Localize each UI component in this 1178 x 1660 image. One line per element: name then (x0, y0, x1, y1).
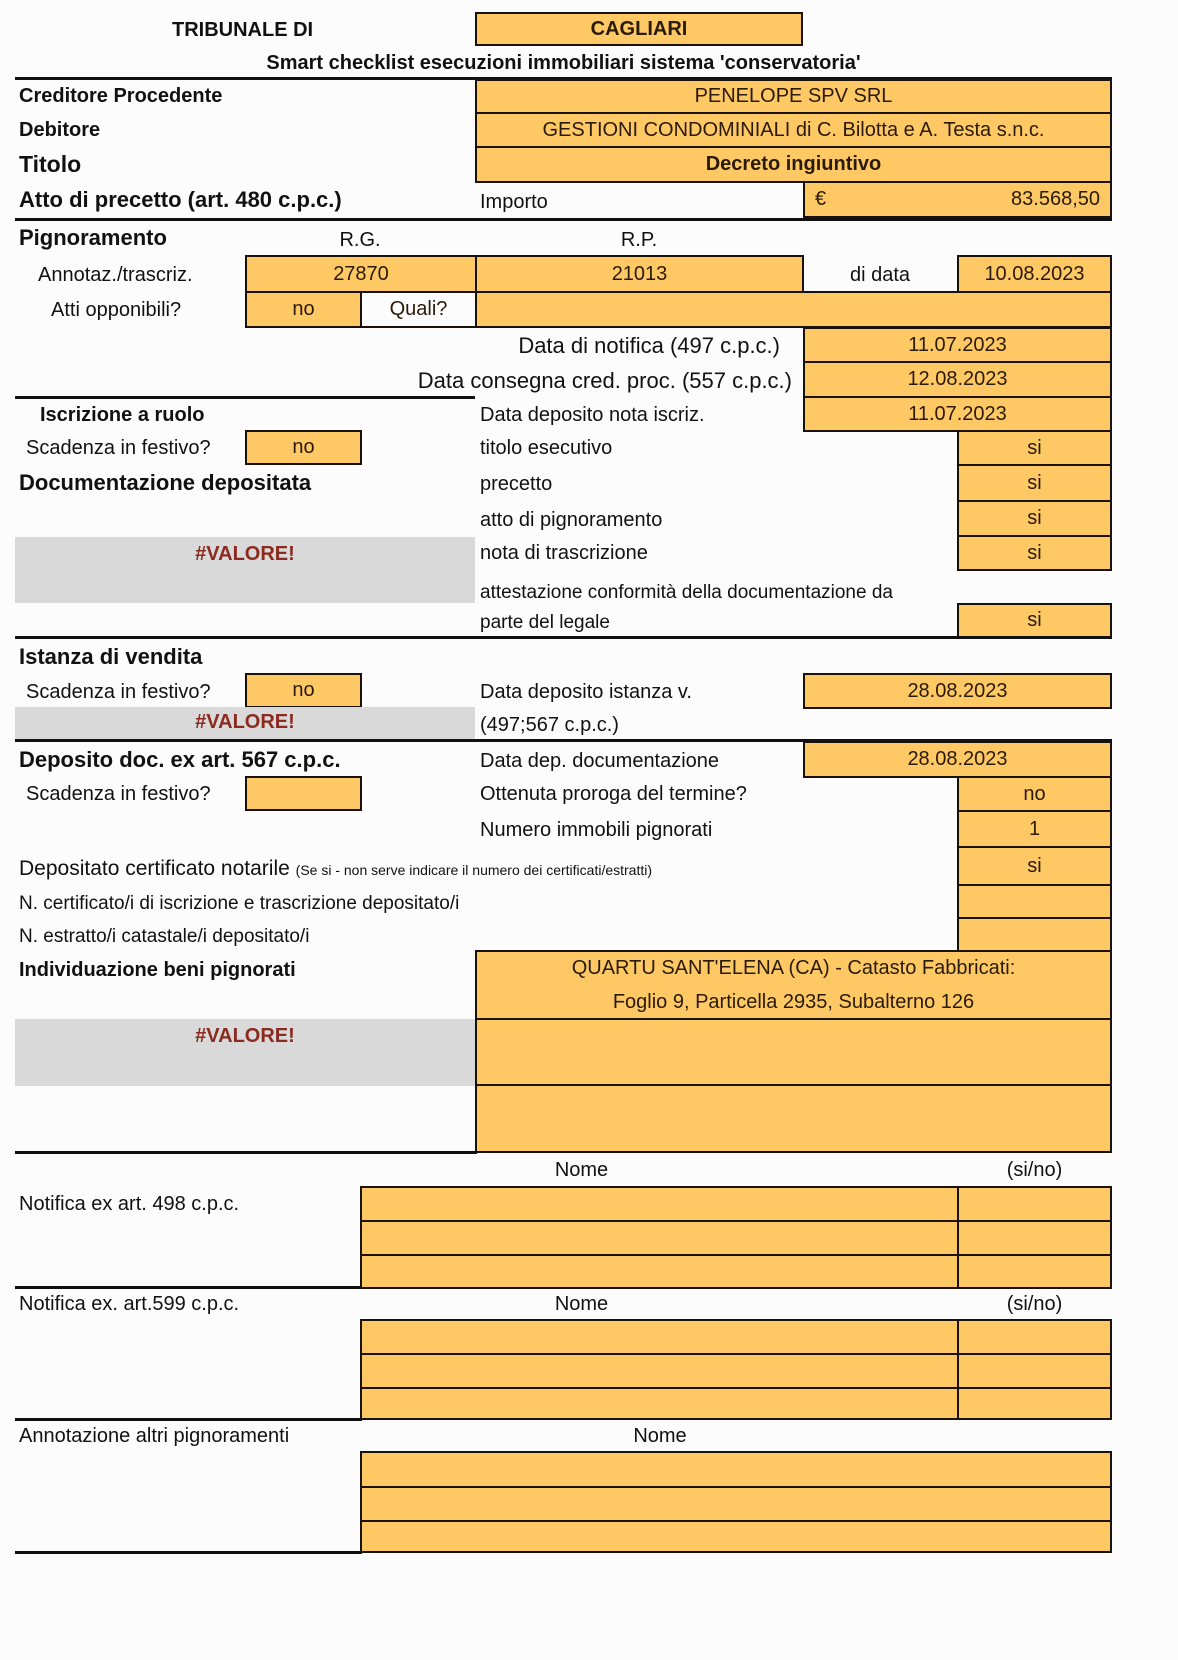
certificato-note: (Se si - non serve indicare il numero dei certificati/estratti) (295, 862, 653, 878)
doc-input-pignoramento[interactable]: si (957, 500, 1112, 537)
notifica498-sino-input[interactable] (957, 1186, 1112, 1222)
notifica-input[interactable]: 11.07.2023 (803, 327, 1112, 363)
istanza-title: Istanza di vendita (19, 644, 203, 669)
attestazione-input[interactable]: si (957, 603, 1112, 638)
n-estratti-label: N. estratto/i catastale/i depositato/i (19, 926, 310, 947)
error-cell (15, 1019, 475, 1086)
divider (15, 218, 1112, 221)
immobili-label: Numero immobili pignorati (480, 819, 713, 841)
creditore-label: Creditore Procedente (19, 85, 223, 107)
beni-line-1: QUARTU SANT'ELENA (CA) - Catasto Fabbricati: (571, 957, 1016, 979)
notifica599-sino-input[interactable] (957, 1353, 1112, 1389)
notifica498-nome-header: Nome (554, 1159, 609, 1181)
page-subtitle: Smart checklist esecuzioni immobiliari sistema 'conservatoria' (266, 52, 861, 74)
notifica599-nome-input[interactable] (360, 1387, 959, 1420)
deposito-festivo-label: Scadenza in festivo? (26, 783, 211, 805)
altri-label: Annotazione altri pignoramenti (19, 1425, 290, 1447)
istanza-deposito-label: Data deposito istanza v. (480, 681, 692, 703)
proroga-label: Ottenuta proroga del termine? (480, 783, 747, 805)
importo-input[interactable] (803, 181, 1112, 218)
debitore-label: Debitore (19, 119, 101, 141)
altri-nome-input[interactable] (360, 1451, 1112, 1488)
notifica599-nome-input[interactable] (360, 1319, 959, 1355)
notifica498-nome-input[interactable] (360, 1254, 959, 1289)
divider (15, 636, 1112, 639)
notifica498-nome-input[interactable] (360, 1186, 959, 1222)
notifica599-sino-input[interactable] (957, 1387, 1112, 1420)
error-cell (15, 707, 475, 740)
creditore-input[interactable]: PENELOPE SPV SRL (475, 79, 1112, 114)
doc-label-titolo: titolo esecutivo (480, 437, 613, 459)
notifica498-sino-header: (si/no) (1006, 1159, 1063, 1181)
beni-input-2[interactable] (475, 1018, 1112, 1086)
iscrizione-festivo-label: Scadenza in festivo? (26, 437, 211, 459)
notifica599-sino-input[interactable] (957, 1319, 1112, 1355)
attestazione-label-1: attestazione conformità della documentazione da (480, 582, 893, 603)
istanza-festivo-label: Scadenza in festivo? (26, 681, 211, 703)
atti-label: Atti opponibili? (51, 299, 182, 321)
rg-header: R.G. (339, 229, 381, 251)
debitore-input[interactable]: GESTIONI CONDOMINIALI di C. Bilotta e A. Testa s.n.c. (475, 112, 1112, 148)
deposito-nota-input[interactable]: 11.07.2023 (803, 396, 1112, 432)
doc-label-pignoramento: atto di pignoramento (480, 509, 663, 531)
quali-label: Quali? (360, 291, 477, 328)
error-text: #VALORE! (195, 543, 295, 565)
doc-label-trascrizione: nota di trascrizione (480, 542, 648, 564)
consegna-input[interactable]: 12.08.2023 (803, 361, 1112, 398)
notifica599-label: Notifica ex. art.599 c.p.c. (19, 1293, 240, 1315)
titolo-input[interactable]: Decreto ingiuntivo (475, 146, 1112, 183)
divider (15, 396, 475, 399)
error-text: #VALORE! (195, 711, 295, 733)
certificato-label (19, 857, 652, 882)
deposito-nota-label: Data deposito nota iscriz. (480, 404, 705, 426)
istanza-deposito-input[interactable]: 28.08.2023 (803, 673, 1112, 709)
doc-input-trascrizione[interactable]: si (957, 535, 1112, 571)
n-cert-input[interactable] (957, 884, 1112, 919)
beni-input-3[interactable] (475, 1084, 1112, 1153)
iscrizione-title: Iscrizione a ruolo (40, 404, 205, 426)
divider (15, 1151, 477, 1154)
altri-nome-input[interactable] (360, 1486, 1112, 1522)
annotaz-label: Annotaz./trascriz. (38, 264, 193, 286)
data-dep-label: Data dep. documentazione (480, 750, 720, 772)
n-cert-label: N. certificato/i di iscrizione e trascrizione depositato/i (19, 893, 460, 914)
quali-input[interactable] (475, 291, 1112, 328)
rp-header: R.P. (620, 229, 658, 251)
certificato-label-text: Depositato certificato notarile (19, 857, 290, 880)
deposito-festivo-input[interactable] (245, 776, 362, 811)
notifica498-label: Notifica ex art. 498 c.p.c. (19, 1193, 240, 1215)
n-estratti-input[interactable] (957, 917, 1112, 952)
tribunale-input[interactable]: CAGLIARI (475, 12, 803, 46)
error-text: #VALORE! (195, 1025, 295, 1047)
consegna-label: Data consegna cred. proc. (557 c.p.c.) (417, 368, 792, 393)
immobili-input[interactable]: 1 (957, 810, 1112, 848)
istanza-deposito-label-2: (497;567 c.p.c.) (480, 714, 619, 736)
certificato-input[interactable]: si (957, 846, 1112, 886)
istanza-festivo-input[interactable]: no (245, 673, 362, 708)
titolo-label: Titolo (19, 151, 82, 177)
doc-input-titolo[interactable]: si (957, 430, 1112, 466)
documentazione-title: Documentazione depositata (19, 470, 312, 495)
divider (15, 1418, 362, 1421)
tribunale-label: TRIBUNALE DI (172, 19, 314, 41)
altri-nome-input[interactable] (360, 1520, 1112, 1553)
currency-symbol: € (815, 188, 827, 210)
beni-title: Individuazione beni pignorati (19, 959, 296, 981)
beni-line-2: Foglio 9, Particella 2935, Subalterno 126 (612, 991, 975, 1013)
pignoramento-title: Pignoramento (19, 225, 167, 250)
doc-input-precetto[interactable]: si (957, 464, 1112, 502)
doc-label-precetto: precetto (480, 473, 553, 495)
notifica599-nome-header: Nome (554, 1293, 609, 1315)
notifica599-nome-input[interactable] (360, 1353, 959, 1389)
precetto-label: Atto di precetto (art. 480 c.p.c.) (19, 187, 342, 212)
notifica-label: Data di notifica (497 c.p.c.) (518, 333, 780, 358)
divider (15, 1286, 362, 1289)
rp-input[interactable]: 21013 (475, 255, 804, 293)
notifica498-nome-input[interactable] (360, 1220, 959, 1256)
di-data-input[interactable]: 10.08.2023 (957, 255, 1112, 293)
importo-label: Importo (480, 191, 548, 213)
di-data-label: di data (849, 264, 911, 286)
beni-input-1[interactable] (475, 950, 1112, 1020)
importo-value: 83.568,50 (1011, 188, 1100, 210)
altri-nome-header: Nome (633, 1425, 687, 1447)
divider (15, 1551, 362, 1554)
notifica498-sino-input[interactable] (957, 1220, 1112, 1256)
notifica498-sino-input[interactable] (957, 1254, 1112, 1289)
data-dep-input[interactable]: 28.08.2023 (803, 741, 1112, 778)
deposito-doc-title: Deposito doc. ex art. 567 c.p.c. (19, 747, 341, 772)
notifica599-sino-header: (si/no) (1006, 1293, 1063, 1315)
proroga-input[interactable]: no (957, 776, 1112, 812)
error-cell (15, 537, 475, 603)
iscrizione-festivo-input[interactable]: no (245, 430, 362, 465)
attestazione-label-2: parte del legale (480, 612, 610, 633)
atti-input[interactable]: no (245, 291, 362, 328)
rg-input[interactable]: 27870 (245, 255, 477, 293)
